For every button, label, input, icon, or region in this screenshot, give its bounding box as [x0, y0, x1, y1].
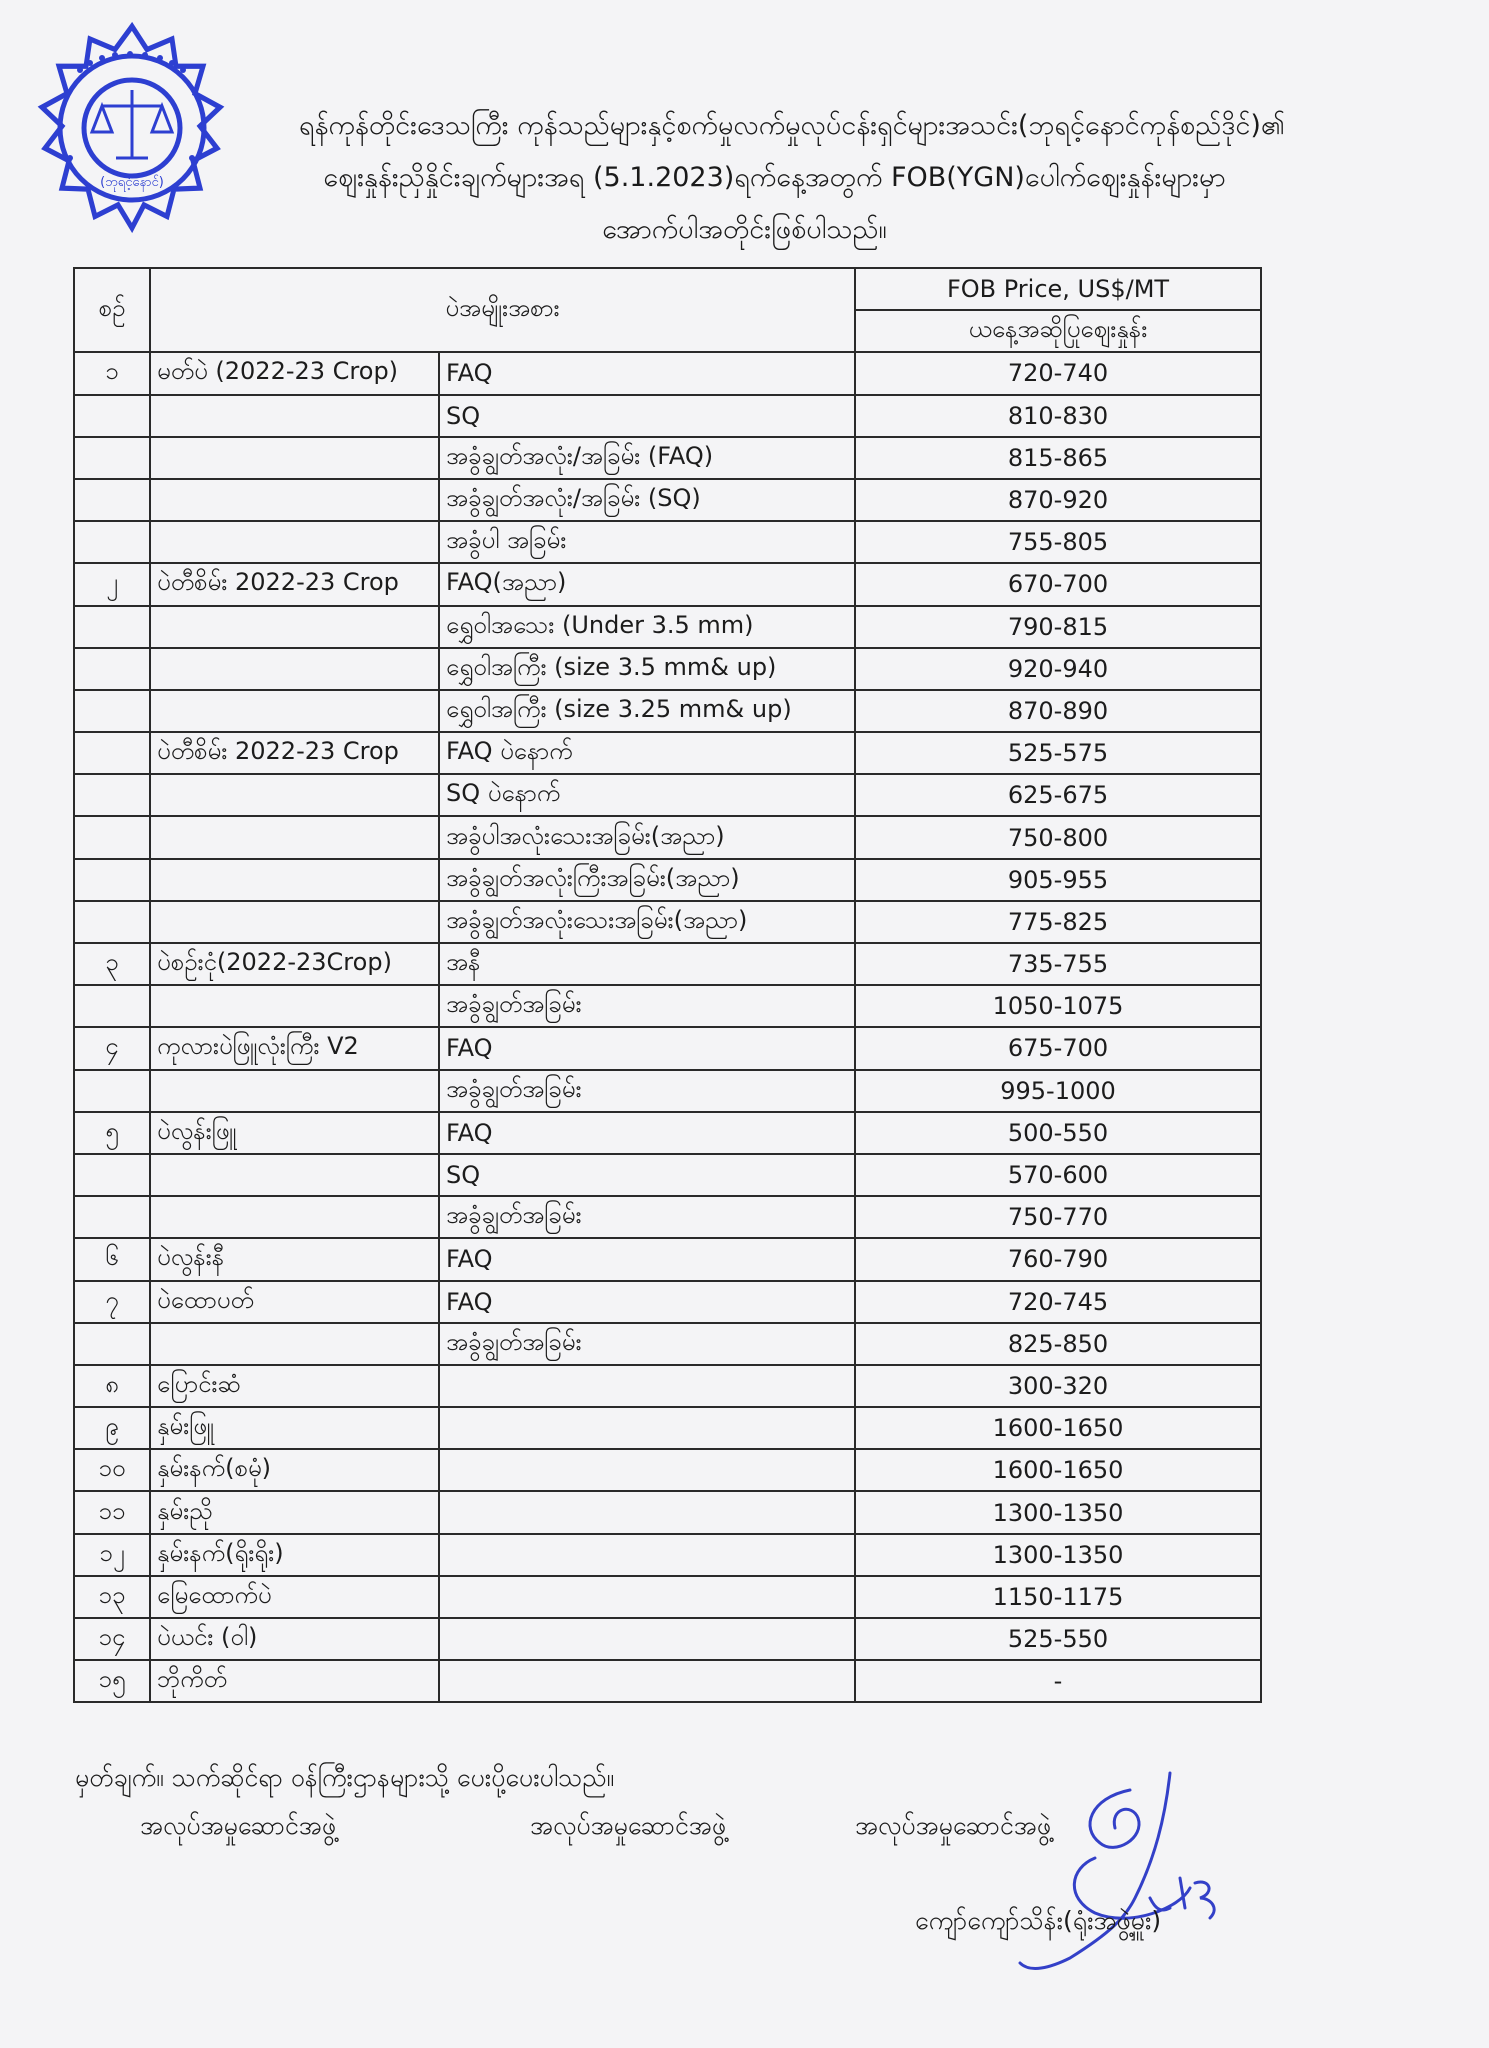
item-grade: FAQ: [439, 1112, 855, 1154]
column-header-no: စဉ်: [74, 268, 150, 352]
price-range: 810-830: [855, 395, 1261, 437]
item-grade: SQ ပဲနောက်: [439, 774, 855, 816]
table-row: [74, 1660, 1261, 1702]
item-grade: အခွံချွတ်အခြမ်း: [439, 985, 855, 1027]
price-range: 525-550: [855, 1618, 1261, 1660]
price-range: 750-800: [855, 816, 1261, 858]
svg-text:(ဘုရင့်နောင်): (ဘုရင့်နောင်): [100, 175, 164, 190]
price-range: 815-865: [855, 437, 1261, 479]
row-number: ၁၂: [74, 1534, 150, 1576]
item-name: ပဲလွန်းဖြူ: [150, 1112, 439, 1154]
item-grade: [439, 1407, 855, 1449]
row-number: ၁၀: [74, 1449, 150, 1491]
item-grade: FAQ: [439, 352, 855, 394]
item-name: ပဲတီစိမ်း 2022-23 Crop: [150, 732, 439, 774]
row-number: [74, 1196, 150, 1238]
row-number: [74, 606, 150, 648]
row-number: ၂: [74, 563, 150, 605]
item-grade: FAQ: [439, 1238, 855, 1280]
item-grade: အခွံချွတ်အခြမ်း: [439, 1070, 855, 1112]
price-range: 825-850: [855, 1323, 1261, 1365]
table-row: [74, 859, 1261, 901]
price-range: 735-755: [855, 943, 1261, 985]
table-row: [74, 1618, 1261, 1660]
item-name: [150, 606, 439, 648]
price-range: 670-700: [855, 563, 1261, 605]
price-range: 1600-1650: [855, 1449, 1261, 1491]
row-number: ၈: [74, 1365, 150, 1407]
price-range: 570-600: [855, 1154, 1261, 1196]
item-grade: SQ: [439, 395, 855, 437]
row-number: [74, 1323, 150, 1365]
table-row: [74, 606, 1261, 648]
item-name: [150, 1196, 439, 1238]
header-line-1: ရန်ကုန်တိုင်းဒေသကြီး ကုန်သည်များနှင့်စက်မှုလက်မှုလုပ်ငန်းရှင်များအသင်း(ဘုရင့်နောင်ကုန်စည်ဒိုင်)၏: [299, 110, 1285, 141]
item-grade: [439, 1660, 855, 1702]
item-name: [150, 479, 439, 521]
table-row: [74, 352, 1261, 394]
item-grade: FAQ: [439, 1027, 855, 1069]
item-grade: အခွံချွတ်အလုံး/အခြမ်း (SQ): [439, 479, 855, 521]
table-row: [74, 1576, 1261, 1618]
row-number: [74, 859, 150, 901]
item-name: ပဲထောပတ်: [150, 1281, 439, 1323]
price-range: 920-940: [855, 648, 1261, 690]
item-grade: အခွံချွတ်အလုံးကြီးအခြမ်း(အညာ): [439, 859, 855, 901]
table-row: [74, 479, 1261, 521]
table-row: [74, 1491, 1261, 1533]
item-name: ဘိုကိတ်: [150, 1660, 439, 1702]
item-grade: အခွံပါ အခြမ်း: [439, 521, 855, 563]
item-name: [150, 901, 439, 943]
row-number: [74, 521, 150, 563]
row-number: ၆: [74, 1238, 150, 1280]
item-name: [150, 985, 439, 1027]
price-range: 760-790: [855, 1238, 1261, 1280]
item-grade: ရွှေဝါအကြီး (size 3.5 mm& up): [439, 648, 855, 690]
item-name: ကုလားပဲဖြူလုံးကြီး V2: [150, 1027, 439, 1069]
row-number: [74, 395, 150, 437]
row-number: ၄: [74, 1027, 150, 1069]
price-range: 300-320: [855, 1365, 1261, 1407]
table-row: [74, 690, 1261, 732]
item-name: [150, 1323, 439, 1365]
row-number: ၁၃: [74, 1576, 150, 1618]
table-row: [74, 1112, 1261, 1154]
table-row: [74, 1365, 1261, 1407]
price-range: 905-955: [855, 859, 1261, 901]
row-number: ၅: [74, 1112, 150, 1154]
item-name: နှမ်းဖြူ: [150, 1407, 439, 1449]
price-range: 525-575: [855, 732, 1261, 774]
row-number: [74, 648, 150, 690]
item-grade: FAQ: [439, 1281, 855, 1323]
item-name: ပဲစဉ်းငုံ(2022-23Crop): [150, 943, 439, 985]
price-range: 870-890: [855, 690, 1261, 732]
table-row: [74, 816, 1261, 858]
item-name: မတ်ပဲ (2022-23 Crop): [150, 352, 439, 394]
item-grade: အခွံချွတ်အခြမ်း: [439, 1196, 855, 1238]
row-number: ၁၄: [74, 1618, 150, 1660]
row-number: [74, 901, 150, 943]
row-number: [74, 1070, 150, 1112]
item-name: [150, 859, 439, 901]
table-row: [74, 395, 1261, 437]
price-range: 1300-1350: [855, 1534, 1261, 1576]
row-number: [74, 479, 150, 521]
item-name: [150, 1154, 439, 1196]
item-grade: FAQ(အညာ): [439, 563, 855, 605]
price-range: 1050-1075: [855, 985, 1261, 1027]
table-row: [74, 1281, 1261, 1323]
row-number: [74, 985, 150, 1027]
item-grade: အနီ: [439, 943, 855, 985]
item-name: ပဲတီစိမ်း 2022-23 Crop: [150, 563, 439, 605]
item-grade: [439, 1534, 855, 1576]
item-grade: SQ: [439, 1154, 855, 1196]
item-grade: [439, 1618, 855, 1660]
row-number: ၁: [74, 352, 150, 394]
footer-note: မှတ်ချက်။ သက်ဆိုင်ရာ ဝန်ကြီးဌာနများသို့ ပေးပို့ပေးပါသည်။: [75, 1763, 615, 1792]
item-name: [150, 395, 439, 437]
committee-label-3: အလုပ်အမှုဆောင်အဖွဲ့: [855, 1811, 1052, 1840]
price-range: 675-700: [855, 1027, 1261, 1069]
item-name: [150, 774, 439, 816]
table-row: [74, 985, 1261, 1027]
item-grade: FAQ ပဲနောက်: [439, 732, 855, 774]
table-row: [74, 648, 1261, 690]
committee-label-1: အလုပ်အမှုဆောင်အဖွဲ့: [140, 1811, 337, 1840]
item-grade: ရွှေဝါအကြီး (size 3.25 mm& up): [439, 690, 855, 732]
table-row: [74, 563, 1261, 605]
price-range: 1300-1350: [855, 1491, 1261, 1533]
item-name: ပြောင်းဆံ: [150, 1365, 439, 1407]
row-number: [74, 690, 150, 732]
table-row: [74, 774, 1261, 816]
price-range: 500-550: [855, 1112, 1261, 1154]
row-number: [74, 1154, 150, 1196]
signer-name: ကျော်ကျော်သိန်း(ရုံးအဖွဲ့မှူး): [915, 1906, 1162, 1935]
item-grade: အခွံပါအလုံးသေးအခြမ်း(အညာ): [439, 816, 855, 858]
row-number: ၇: [74, 1281, 150, 1323]
row-number: [74, 816, 150, 858]
price-table: [73, 267, 1262, 1703]
table-row: [74, 1070, 1261, 1112]
column-header-item: ပဲအမျိုးအစား: [150, 268, 855, 352]
table-row: [74, 1449, 1261, 1491]
price-range: 755-805: [855, 521, 1261, 563]
row-number: ၃: [74, 943, 150, 985]
item-name: နှမ်းညို: [150, 1491, 439, 1533]
item-name: [150, 437, 439, 479]
item-name: နှမ်းနက်(ရိုးရိုး): [150, 1534, 439, 1576]
price-range: 790-815: [855, 606, 1261, 648]
table-row: [74, 943, 1261, 985]
price-range: 1600-1650: [855, 1407, 1261, 1449]
table-row: [74, 1534, 1261, 1576]
item-name: [150, 1070, 439, 1112]
row-number: [74, 732, 150, 774]
table-row: [74, 1196, 1261, 1238]
item-name: ပဲယင်း (ဝါ): [150, 1618, 439, 1660]
item-name: [150, 521, 439, 563]
handwritten-signature: [910, 1768, 1270, 1978]
row-number: [74, 437, 150, 479]
item-grade: အခွံချွတ်အလုံးသေးအခြမ်း(အညာ): [439, 901, 855, 943]
item-name: [150, 816, 439, 858]
column-header-price: FOB Price, US$/MT: [855, 268, 1261, 310]
price-range: 995-1000: [855, 1070, 1261, 1112]
item-name: [150, 690, 439, 732]
table-row: [74, 521, 1261, 563]
table-row: [74, 1154, 1261, 1196]
item-name: နှမ်းနက်(စမုံ): [150, 1449, 439, 1491]
header-line-3: အောက်ပါအတိုင်းဖြစ်ပါသည်။: [602, 214, 887, 245]
item-grade: အခွံချွတ်အခြမ်း: [439, 1323, 855, 1365]
item-name: ပဲလွန်းနီ: [150, 1238, 439, 1280]
item-name: မြေထောက်ပဲ: [150, 1576, 439, 1618]
table-row: [74, 437, 1261, 479]
row-number: [74, 774, 150, 816]
table-row: [74, 1027, 1261, 1069]
table-row: [74, 732, 1261, 774]
price-range: 720-745: [855, 1281, 1261, 1323]
header-line-2: ဈေးနှုန်းညှိနှိုင်းချက်များအရ (5.1.2023)ရက်နေ့အတွက် FOB(YGN)ပေါက်ဈေးနှုန်းများမှာ: [323, 162, 1226, 193]
table-row: [74, 1407, 1261, 1449]
item-grade: [439, 1491, 855, 1533]
price-range: 625-675: [855, 774, 1261, 816]
price-range: -: [855, 1660, 1261, 1702]
price-range: 870-920: [855, 479, 1261, 521]
item-grade: အခွံချွတ်အလုံး/အခြမ်း (FAQ): [439, 437, 855, 479]
document-header: [0, 100, 1489, 256]
item-grade: [439, 1365, 855, 1407]
table-row: [74, 1323, 1261, 1365]
price-range: 1150-1175: [855, 1576, 1261, 1618]
committee-label-2: အလုပ်အမှုဆောင်အဖွဲ့: [530, 1811, 727, 1840]
price-range: 775-825: [855, 901, 1261, 943]
table-row: [74, 1238, 1261, 1280]
price-range: 720-740: [855, 352, 1261, 394]
table-row: [74, 901, 1261, 943]
item-grade: [439, 1449, 855, 1491]
item-grade: [439, 1576, 855, 1618]
row-number: ၁၅: [74, 1660, 150, 1702]
price-range: 750-770: [855, 1196, 1261, 1238]
item-name: [150, 648, 439, 690]
row-number: ၁၁: [74, 1491, 150, 1533]
item-grade: ရွှေဝါအသေး (Under 3.5 mm): [439, 606, 855, 648]
row-number: ၉: [74, 1407, 150, 1449]
column-header-price-sub: ယနေ့အဆိုပြုဈေးနှုန်း: [855, 310, 1261, 352]
